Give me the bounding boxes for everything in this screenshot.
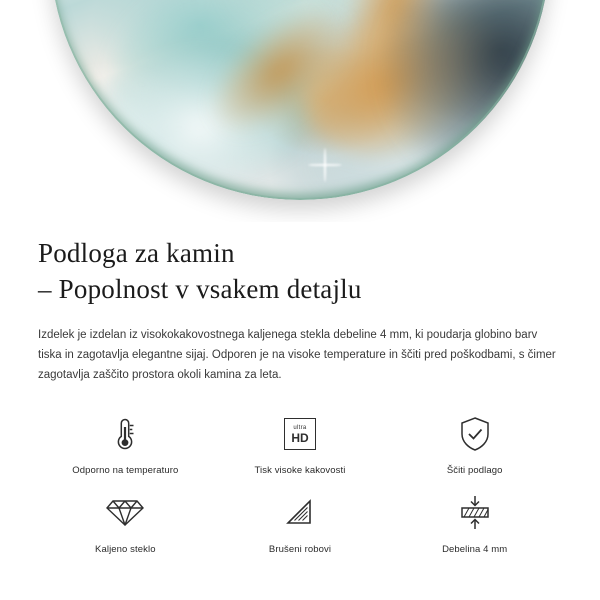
- polished-edges-icon: [283, 490, 317, 536]
- feature-label: Odporno na temperaturo: [72, 465, 179, 477]
- round-glass-mat-image: [50, 0, 550, 200]
- feature-item-temperature: [38, 411, 213, 476]
- title-line-1: Podloga za kamin: [38, 238, 235, 268]
- diamond-icon: [106, 490, 144, 536]
- feature-label: Ščiti podlago: [446, 465, 503, 477]
- feature-item-surface-protection: [387, 411, 562, 476]
- feature-item-thickness: [387, 490, 562, 555]
- feature-label: Kaljeno steklo: [95, 544, 156, 556]
- feature-item-tempered-glass: [38, 490, 213, 555]
- feature-label: Debelina 4 mm: [442, 544, 508, 556]
- feature-label: Tisk visoke kakovosti: [254, 465, 346, 477]
- page-title: [38, 222, 562, 308]
- ultra-hd-icon: [284, 411, 316, 457]
- hero-image: [0, 0, 600, 222]
- feature-label: Brušeni robovi: [268, 544, 332, 556]
- feature-item-polished-edges: [213, 490, 388, 555]
- ultra-hd-small-text: ultra: [293, 424, 307, 431]
- thickness-arrows-icon: [456, 490, 494, 536]
- ultra-hd-big-text: HD: [291, 430, 309, 445]
- feature-item-print-quality: [213, 411, 388, 476]
- content-area: [0, 222, 600, 555]
- thermometer-icon: [110, 411, 140, 457]
- title-line-2: – Popolnost v vsakem detajlu: [38, 273, 362, 304]
- description-paragraph: Izdelek je izdelan iz visokokakovostnega kaljenega stekla debeline 4 mm, ki poudarja globino barv tiska in zagotavlja elegantne sijaj. Odporen je na visoke temperature in ščiti pred poškodbami, s čimer zagotavlja zaščito prostora okoli kamina za leta.: [38, 328, 556, 382]
- feature-grid: [38, 411, 562, 555]
- shield-check-icon: [458, 411, 492, 457]
